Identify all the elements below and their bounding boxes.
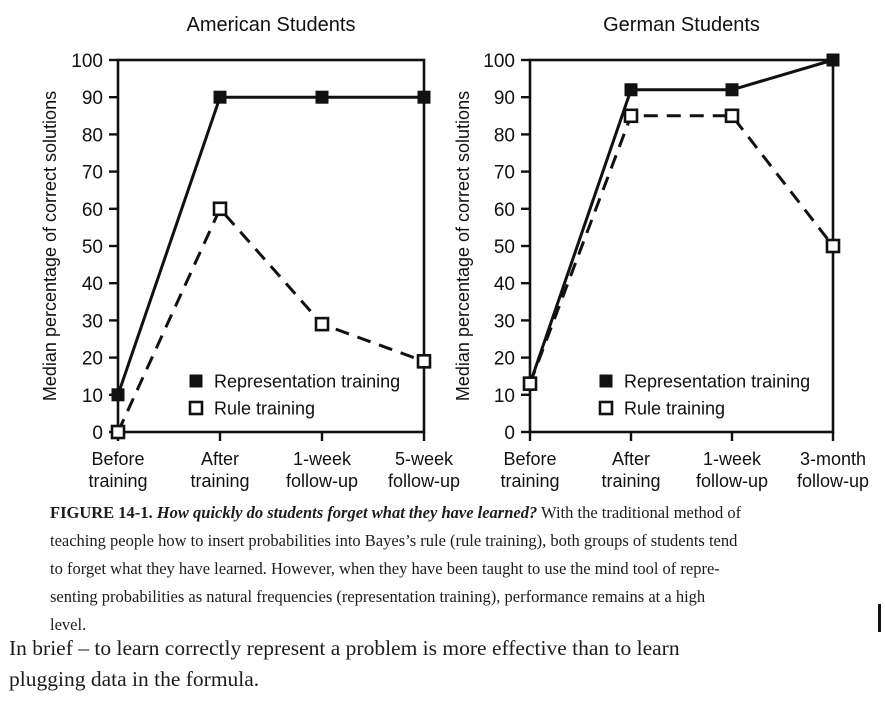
y-axis-label: Median percentage of correct solutions (40, 90, 60, 402)
note-line-1: In brief – to learn correctly represent a problem is more effective than to learn (9, 636, 680, 660)
y-axis-label: Median percentage of correct solutions (453, 90, 473, 402)
marker-open-square-icon (418, 355, 430, 367)
legend-label: Representation training (624, 371, 811, 392)
marker-open-square-icon (112, 426, 124, 438)
marker-filled-square-icon (726, 83, 739, 96)
y-tick-label: 70 (81, 162, 103, 184)
y-tick-label: 40 (81, 274, 103, 296)
marker-filled-square-icon (418, 91, 431, 104)
legend-filled-square-icon (600, 375, 613, 388)
x-category-label: 3-month (799, 449, 867, 469)
y-tick-label: 0 (504, 423, 515, 444)
y-tick-label: 20 (493, 348, 515, 370)
caption-text: With the traditional method of (541, 503, 742, 522)
legend-open-square-icon (190, 402, 202, 414)
figure-caption[interactable] (50, 499, 850, 639)
y-tick-label: 80 (81, 125, 103, 147)
x-category-label: training (88, 471, 148, 491)
y-tick-label: 90 (81, 88, 103, 110)
series-line-representation-training (530, 60, 833, 384)
caption-line-2: teaching people how to insert probabilities into Bayes’s rule (rule training), both groups of students tend (50, 531, 738, 550)
caption-line-1 (50, 499, 850, 527)
x-category-label: After (611, 449, 651, 469)
figure-question: How quickly do students forget what they have learned? (156, 503, 538, 522)
y-tick-label: 30 (493, 311, 515, 333)
x-category-label: Before (503, 449, 557, 469)
y-tick-label: 100 (71, 51, 103, 72)
y-tick-label: 80 (493, 125, 515, 147)
marker-filled-square-icon (625, 83, 638, 96)
y-tick-label: 90 (493, 88, 515, 110)
series-line-representation-training (118, 97, 424, 395)
y-tick-label: 50 (493, 237, 515, 258)
y-tick-label: 100 (483, 51, 515, 72)
legend-open-square-icon (600, 402, 612, 414)
x-category-label: follow-up (796, 471, 870, 491)
y-tick-label: 50 (81, 237, 103, 258)
legend-label: Representation training (214, 371, 401, 392)
legend-label: Rule training (214, 398, 316, 419)
y-tick-label: 20 (81, 348, 103, 370)
marker-open-square-icon (726, 110, 738, 122)
y-tick-label: 70 (493, 162, 515, 184)
x-category-label: follow-up (285, 471, 359, 491)
x-category-label: 1-week (292, 449, 352, 469)
y-tick-label: 10 (493, 385, 515, 407)
marker-filled-square-icon (316, 91, 329, 104)
x-category-label: follow-up (695, 471, 769, 491)
marker-open-square-icon (316, 318, 328, 330)
x-category-label: training (500, 471, 560, 491)
x-category-label: 1-week (702, 449, 762, 469)
marker-filled-square-icon (827, 54, 840, 67)
x-category-label: training (601, 471, 661, 491)
x-category-label: training (190, 471, 250, 491)
text-cursor (878, 604, 881, 632)
marker-open-square-icon (214, 203, 226, 215)
x-category-label: 5-week (394, 449, 454, 469)
marker-open-square-icon (524, 378, 536, 390)
marker-filled-square-icon (214, 91, 227, 104)
chart-german-students (453, 14, 869, 491)
chart-title: German Students (603, 14, 760, 36)
legend-label: Rule training (624, 398, 726, 419)
chart-title: American Students (186, 14, 356, 36)
summary-note[interactable] (9, 633, 680, 695)
caption-line-4: senting probabilities as natural frequencies (representation training), performance remains at a high (50, 587, 706, 606)
y-tick-label: 60 (493, 199, 515, 221)
y-tick-label: 40 (493, 274, 515, 296)
x-category-label: After (200, 449, 240, 469)
y-tick-label: 0 (92, 423, 103, 444)
x-category-label: Before (91, 449, 145, 469)
chart-american-students (40, 14, 460, 491)
legend-filled-square-icon (190, 375, 203, 388)
note-line-2: plugging data in the formula. (9, 667, 260, 691)
y-tick-label: 30 (81, 311, 103, 333)
marker-open-square-icon (827, 240, 839, 252)
y-tick-label: 10 (81, 385, 103, 407)
caption-line-5: level. (50, 615, 87, 634)
marker-filled-square-icon (112, 388, 125, 401)
y-tick-label: 60 (81, 199, 103, 221)
x-category-label: follow-up (387, 471, 461, 491)
figure-label: FIGURE 14-1. (50, 503, 153, 522)
caption-line-3: to forget what they have learned. However, when they have been taught to use the mind tool of repre- (50, 559, 720, 578)
marker-open-square-icon (625, 110, 637, 122)
